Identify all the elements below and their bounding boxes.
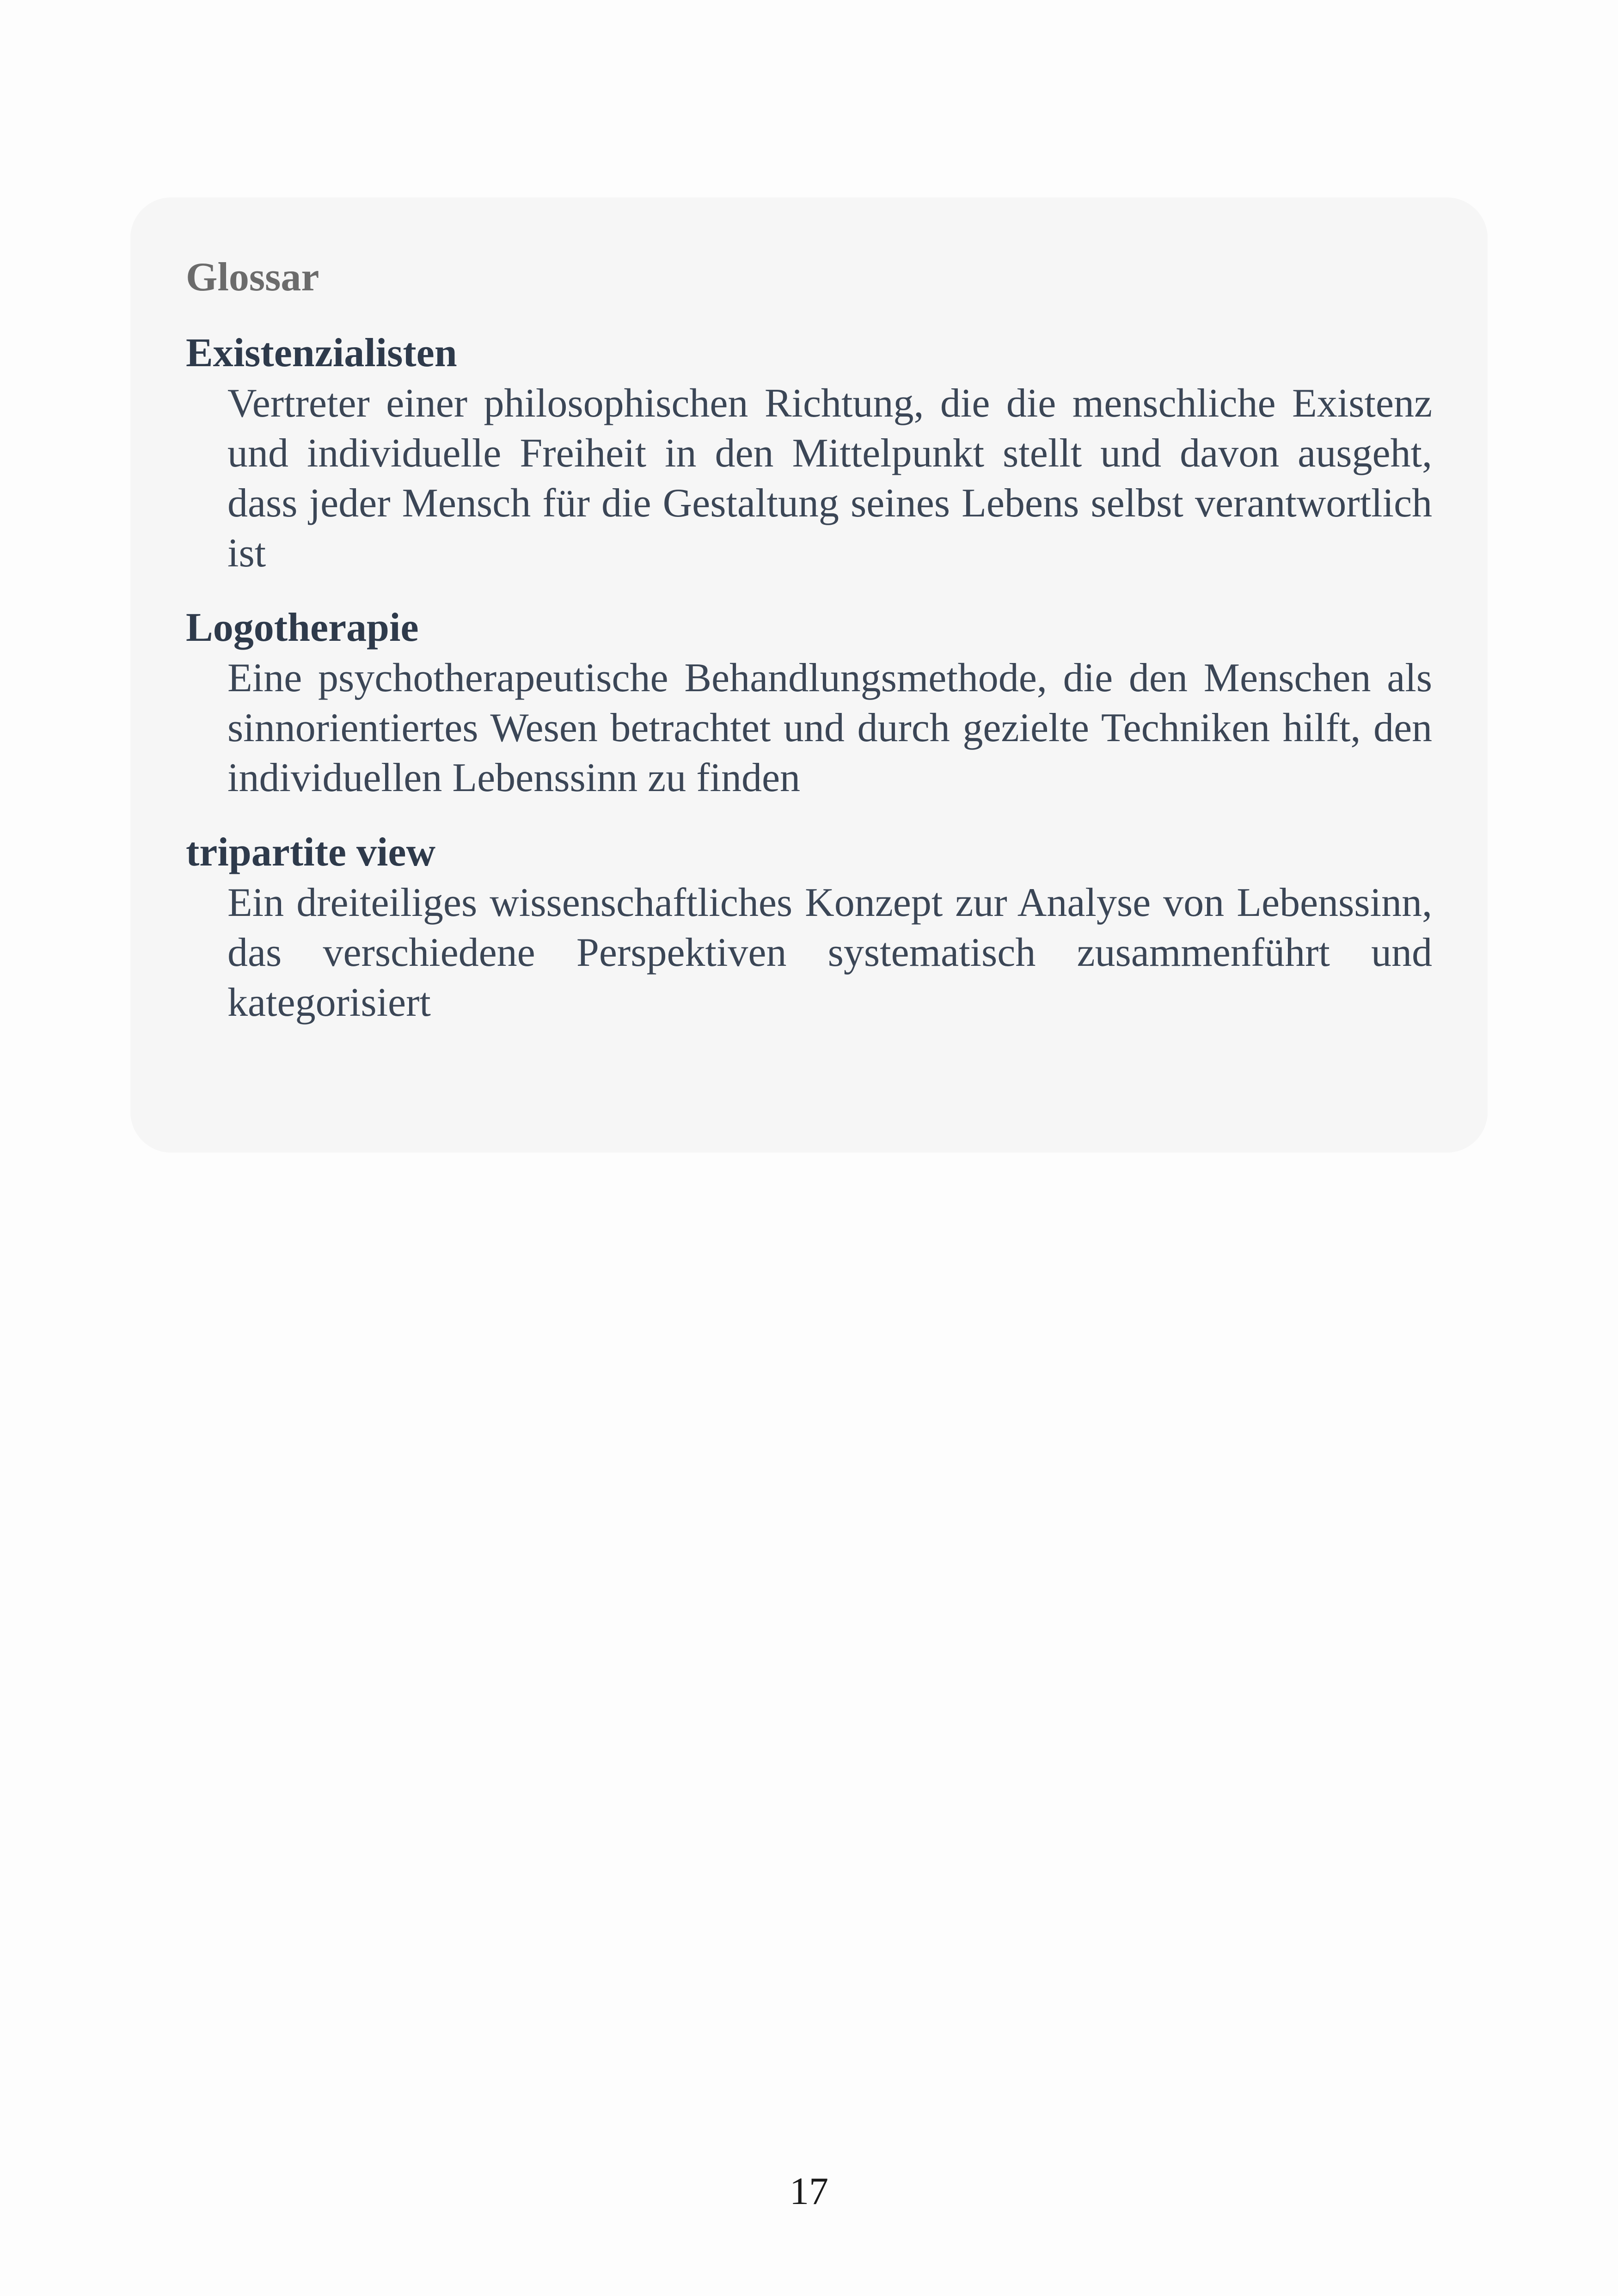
glossary-entry [186, 328, 1432, 578]
glossary-term: Logotherapie [186, 605, 419, 650]
glossary-title: Glossar [186, 255, 319, 300]
glossary-term: Existenzialisten [186, 331, 457, 375]
glossary-box [130, 197, 1488, 1153]
glossary-entry [186, 602, 1432, 803]
glossary-definition: Ein dreiteiliges wissenschaftliches Konzept zur Analyse von Lebenssinn, das verschiedene Perspektiven systematisch zusammenführt und kategorisiert [227, 880, 1432, 1025]
page-number: 17 [790, 2170, 828, 2213]
glossary-term: tripartite view [186, 830, 435, 875]
glossary-definition: Eine psychotherapeutische Behandlungsmethode, die den Menschen als sinnorientiertes Wesen betrachtet und durch gezielte Techniken hilft, den individuellen Lebenssinn zu finden [227, 656, 1432, 800]
glossary-entry [186, 827, 1432, 1028]
glossary-definition: Vertreter einer philosophischen Richtung, die die menschliche Existenz und individuelle Freiheit in den Mittelpunkt stellt und davon ausgeht, dass jeder Mensch für die Gestaltung seines Lebens selbst verantwortlich ist [227, 381, 1432, 576]
